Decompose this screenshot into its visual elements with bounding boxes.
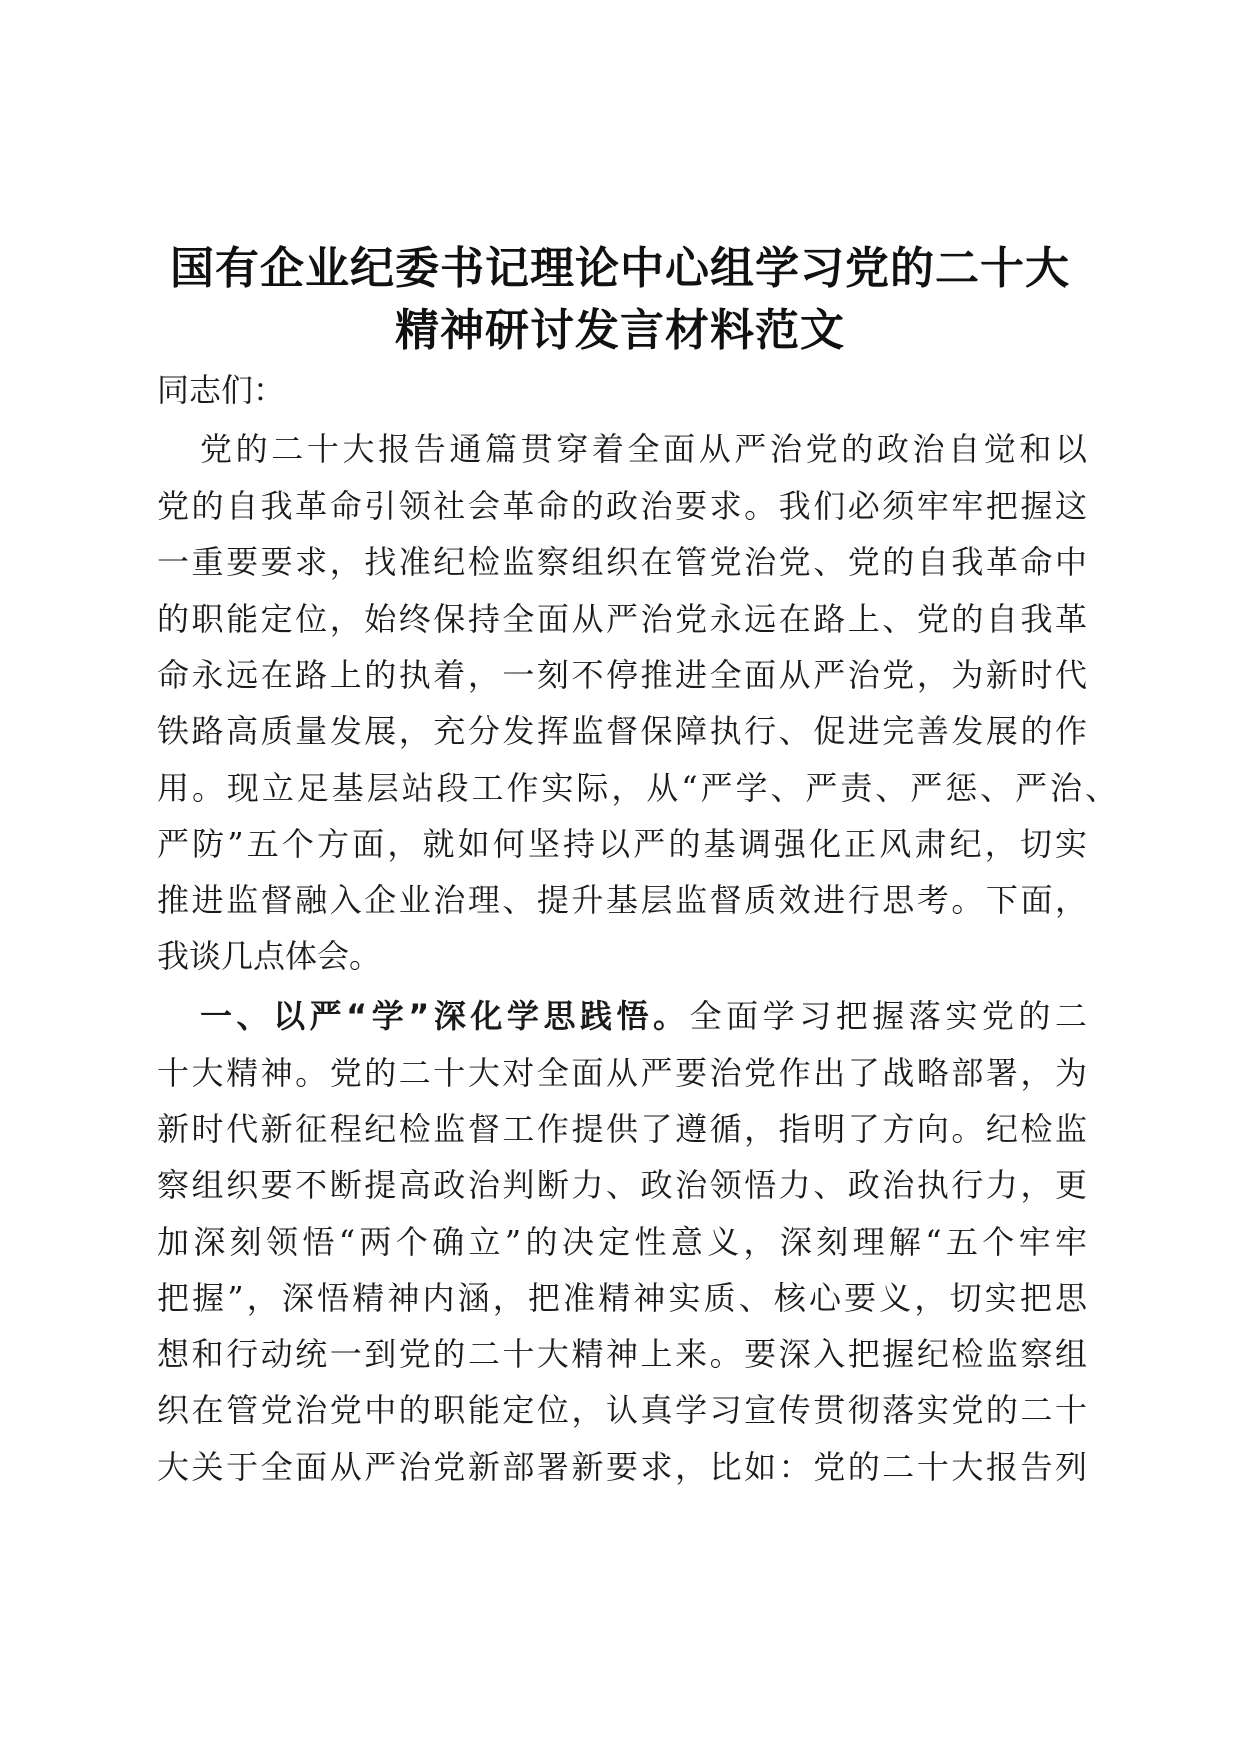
section-1-first-line — [200, 996, 1087, 1036]
section-1-line-9: 大关于全面从严治党新部署新要求，比如：党的二十大报告列 — [157, 1448, 1087, 1486]
section-1-line-5: 加深刻领悟“两个确立”的决定性意义，深刻理解“五个牢牢 — [157, 1223, 1087, 1261]
paragraph-1-line-8: 严防”五个方面，就如何坚持以严的基调强化正风肃纪，切实 — [157, 825, 1087, 863]
paragraph-1-line-5: 命永远在路上的执着，一刻不停推进全面从严治党，为新时代 — [157, 656, 1087, 694]
paragraph-1-line-9: 推进监督融入企业治理、提升基层监督质效进行思考。下面， — [157, 881, 1087, 919]
section-1-line-7: 想和行动统一到党的二十大精神上来。要深入把握纪检监察组 — [157, 1335, 1087, 1373]
section-1-line-8: 织在管党治党中的职能定位，认真学习宣传贯彻落实党的二十 — [157, 1391, 1087, 1429]
section-1-line-2: 十大精神。党的二十大对全面从严要治党作出了战略部署，为 — [157, 1054, 1087, 1092]
paragraph-1-line-1: 党的二十大报告通篇贯穿着全面从严治党的政治自觉和以 — [200, 430, 1087, 468]
section-1-first-line-text: 全面学习把握落实党的二 — [689, 997, 1087, 1035]
section-1-heading: 一、以严“学”深化学思践悟。 — [200, 997, 690, 1035]
document-title-line-2: 精神研讨发言材料范文 — [395, 305, 845, 356]
paragraph-1-line-2: 党的自我革命引领社会革命的政治要求。我们必须牢牢把握这 — [157, 487, 1087, 525]
salutation: 同志们： — [157, 371, 286, 409]
paragraph-1-line-10: 我谈几点体会。 — [157, 937, 382, 975]
section-1-line-3: 新时代新征程纪检监督工作提供了遵循，指明了方向。纪检监 — [157, 1110, 1087, 1148]
paragraph-1-line-6: 铁路高质量发展，充分发挥监督保障执行、促进完善发展的作 — [157, 712, 1087, 750]
section-1-line-4: 察组织要不断提高政治判断力、政治领悟力、政治执行力，更 — [157, 1166, 1087, 1204]
paragraph-1-line-4: 的职能定位，始终保持全面从严治党永远在路上、党的自我革 — [157, 600, 1087, 638]
section-1-line-6: 把握”，深悟精神内涵，把准精神实质、核心要义，切实把思 — [157, 1279, 1087, 1317]
document-title-line-1: 国有企业纪委书记理论中心组学习党的二十大 — [170, 243, 1070, 294]
paragraph-1-line-7: 用。现立足基层站段工作实际，从“严学、严责、严惩、严治、 — [157, 769, 1117, 807]
paragraph-1-line-3: 一重要要求，找准纪检监察组织在管党治党、党的自我革命中 — [157, 543, 1087, 581]
